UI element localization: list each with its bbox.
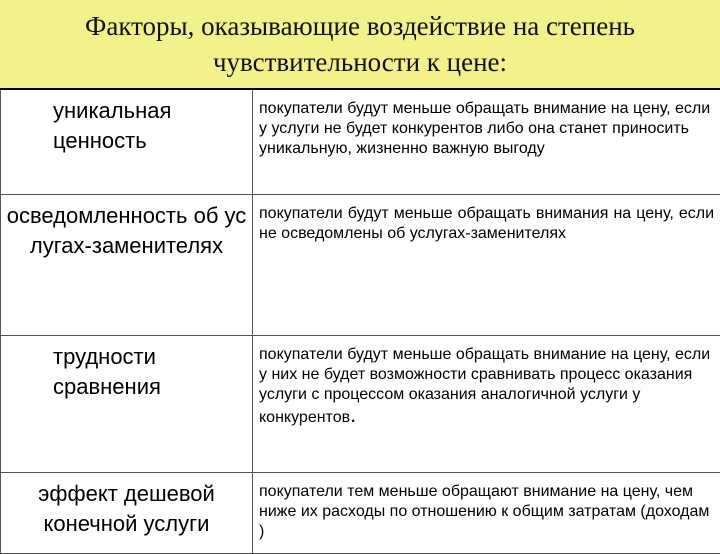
factor-description: покупатели будут меньше обращать внимание на цену, если у них не будет возможности сравнивать процесс оказания услуги с процессом оказания аналогичной услуги у конкурентов bbox=[259, 346, 710, 426]
factor-description: покупатели будут меньше обращать внимание на цену, если у услуги не будет конкурентов либо она станет приносить уникальную, жизненно важную выгоду bbox=[253, 90, 720, 159]
factor-description: покупатели будут меньше обращать внимания на цену, если не осведомлены об услугах-заменителях bbox=[253, 195, 720, 244]
factors-table bbox=[0, 88, 720, 554]
factor-name: эффект дешевой конечной услуги bbox=[1, 473, 252, 539]
factor-description: покупатели тем меньше обращают внимание на цену, чем ниже их расходы по отношению к общим затратам (доходам ) bbox=[253, 473, 720, 542]
factor-cell bbox=[1, 195, 253, 336]
factor-cell bbox=[1, 89, 253, 195]
table-row bbox=[1, 473, 720, 554]
factor-description-period: . bbox=[350, 402, 356, 427]
page-title: Факторы, оказывающие воздействие на степень чувствительности к цене: bbox=[20, 8, 700, 80]
description-cell bbox=[253, 195, 720, 336]
title-bar bbox=[0, 0, 720, 88]
description-cell bbox=[253, 336, 720, 473]
factor-name: уникальная ценность bbox=[1, 90, 203, 156]
table-row bbox=[1, 336, 720, 473]
factor-description-wrap bbox=[253, 336, 720, 428]
description-cell bbox=[253, 89, 720, 195]
factor-name: осведомленность об услугах-заменителях bbox=[1, 195, 252, 261]
table-row bbox=[1, 89, 720, 195]
description-cell bbox=[253, 473, 720, 554]
table-row bbox=[1, 195, 720, 336]
factor-cell bbox=[1, 336, 253, 473]
factor-name: трудности сравнения bbox=[1, 336, 203, 402]
factor-cell bbox=[1, 473, 253, 554]
